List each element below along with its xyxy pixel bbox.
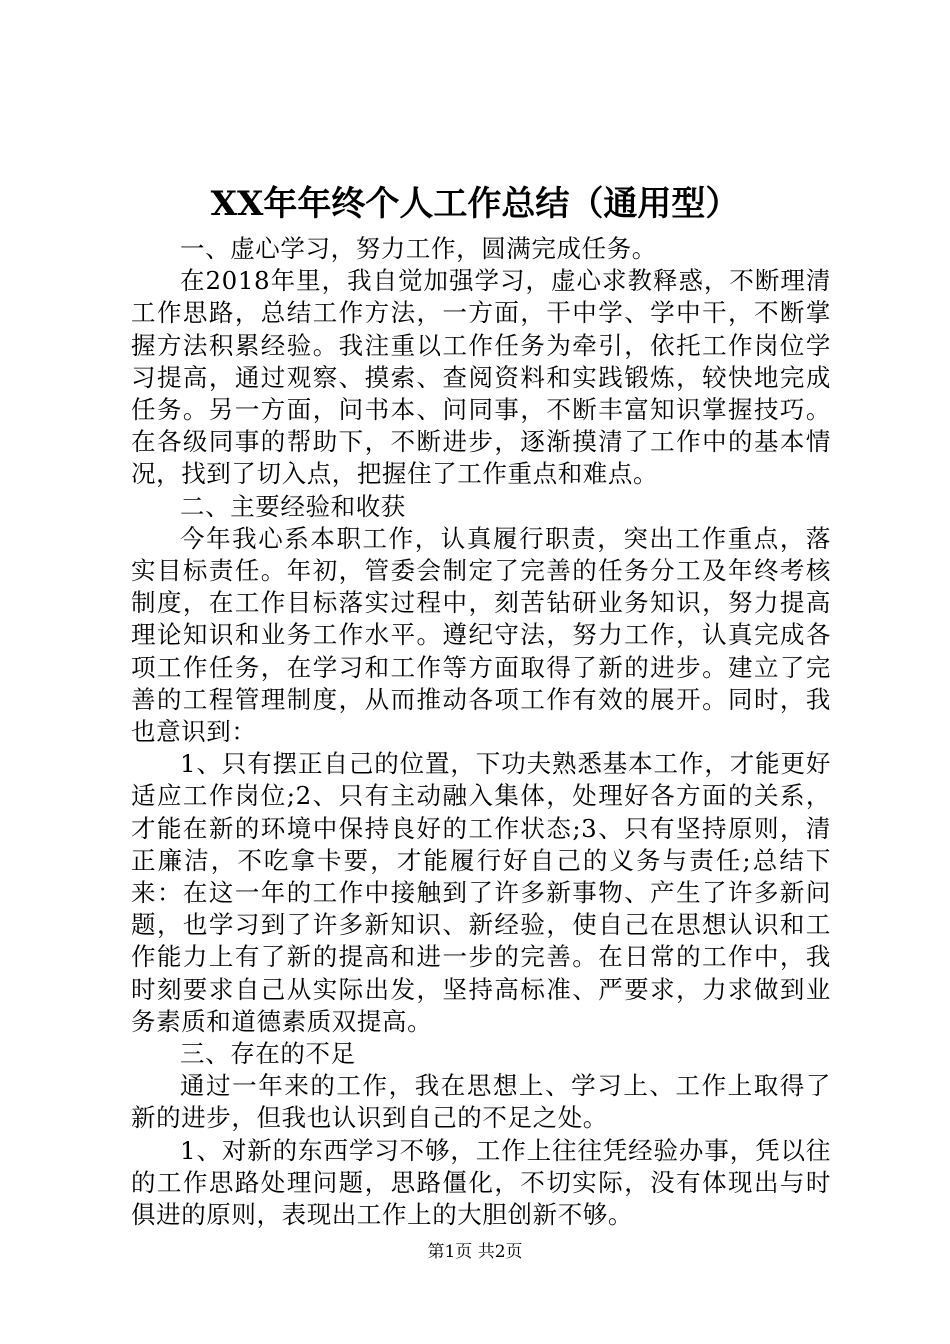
section-heading-3: 三、存在的不足 bbox=[180, 1039, 356, 1069]
paragraph: 通过一年来的工作，我在思想上、学习上、工作上取得了新的进步，但我也认识到自己的不足之处。 bbox=[131, 1071, 831, 1133]
paragraph: 在2018年里，我自觉加强学习，虚心求教释惑，不断理清工作思路，总结工作方法，一方面，干中学、学中干，不断掌握方法积累经验。我注重以工作任务为牵引，依托工作岗位学习提高，通过观察、摸索、查阅资料和实践锻炼，较快地完成任务。另一方面，问书本、问同事，不断丰富知识掌握技巧。在各级同事的帮助下，不断进步，逐渐摸清了工作中的基本情况，找到了切入点，把握住了工作重点和难点。 bbox=[131, 266, 831, 489]
paragraph: 1、只有摆正自己的位置，下功夫熟悉基本工作，才能更好适应工作岗位;2、只有主动融入集体，处理好各方面的关系，才能在新的环境中保持良好的工作状态;3、只有坚持原则，清正廉洁，不吃拿卡要，才能履行好自己的义务与责任;总结下来：在这一年的工作中接触到了许多新事物、产生了许多新问题，也学习到了许多新知识、新经验，使自己在思想认识和工作能力上有了新的提高和进一步的完善。在日常的工作中，我时刻要求自己从实际出发，坚持高标准、严要求，力求做到业务素质和道德素质双提高。 bbox=[131, 749, 831, 1036]
page-number-footer: 第1页 共2页 bbox=[427, 1242, 523, 1262]
document-body bbox=[131, 233, 831, 1231]
section-heading-2: 二、主要经验和收获 bbox=[180, 491, 406, 521]
paragraph: 今年我心系本职工作，认真履行职责，突出工作重点，落实目标责任。年初，管委会制定了完善的任务分工及年终考核制度，在工作目标落实过程中，刻苦钻研业务知识，努力提高理论知识和业务工作水平。遵纪守法，努力工作，认真完成各项工作任务，在学习和工作等方面取得了新的进步。建立了完善的工程管理制度，从而推动各项工作有效的展开。同时，我也意识到： bbox=[131, 523, 831, 747]
page-title: XX年年终个人工作总结（通用型） bbox=[210, 184, 740, 224]
paragraph: 1、对新的东西学习不够，工作上往往凭经验办事，凭以往的工作思路处理问题，思路僵化，不切实际，没有体现出与时俱进的原则，表现出工作上的大胆创新不够。 bbox=[131, 1135, 831, 1230]
section-heading-1: 一、虚心学习，努力工作，圆满完成任务。 bbox=[180, 234, 657, 263]
